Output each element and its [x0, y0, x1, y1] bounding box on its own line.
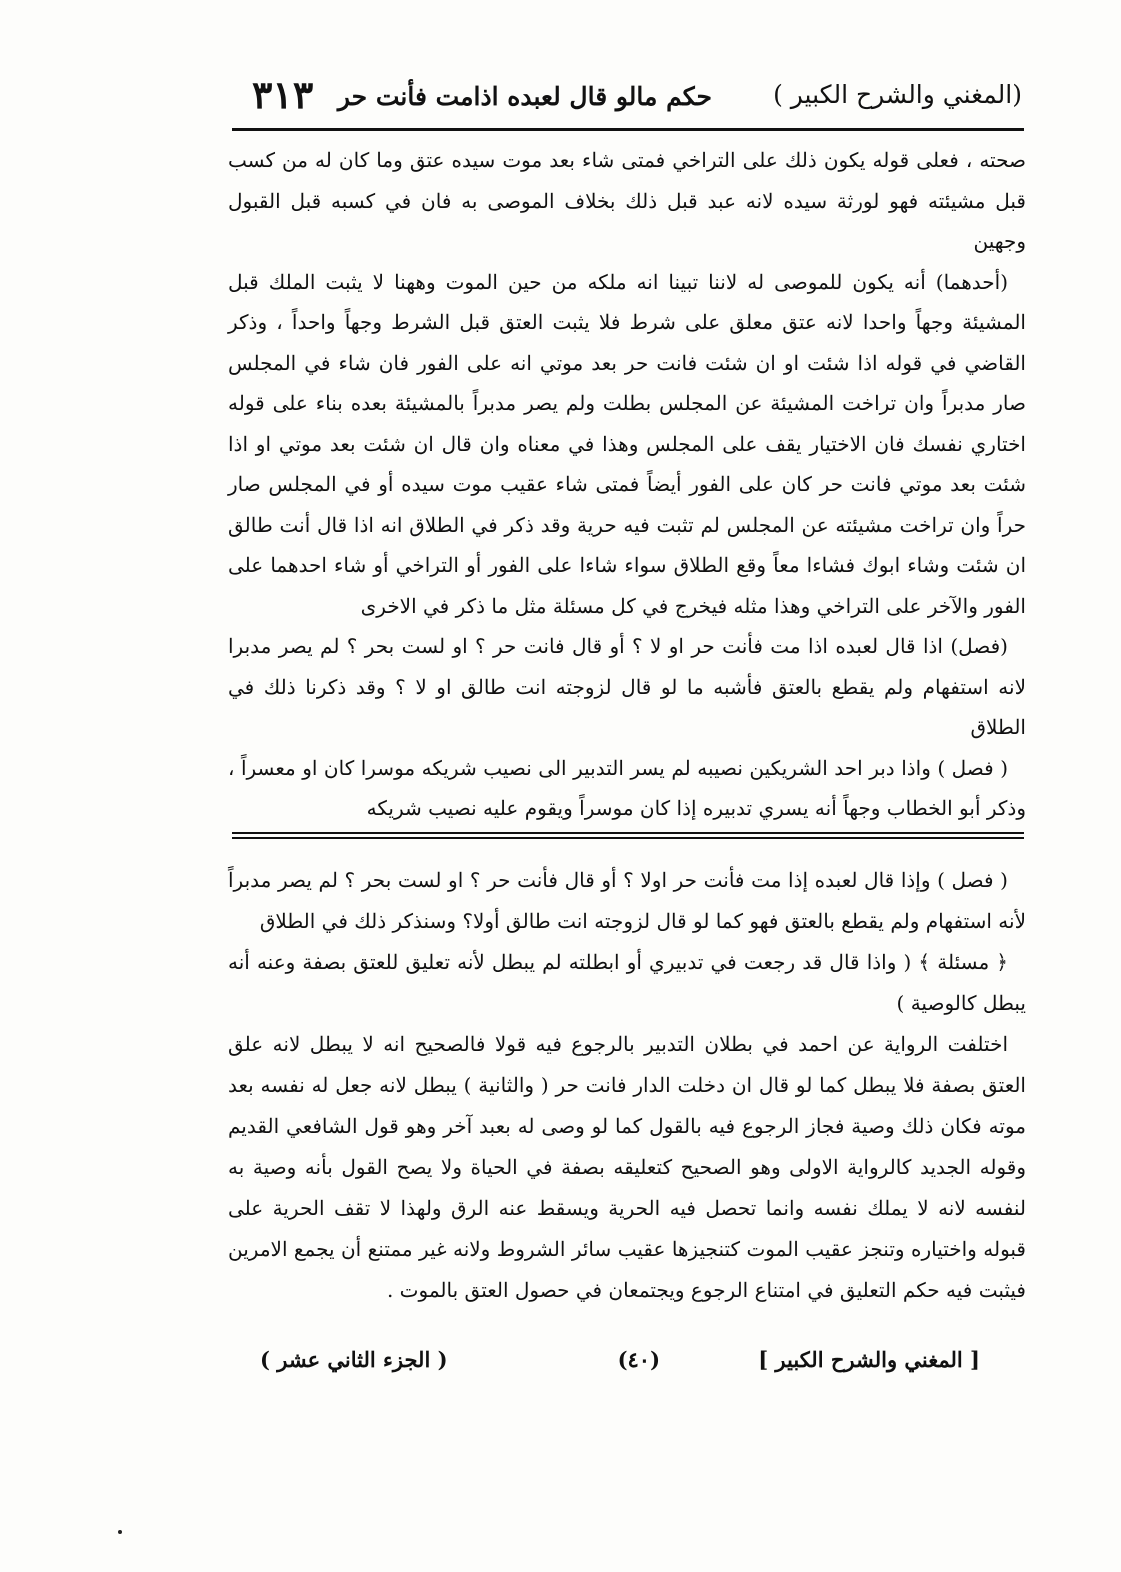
header-rule: [232, 128, 1024, 131]
footer-volume: ( الجزء الثاني عشر ): [260, 1347, 448, 1372]
running-header: [232, 72, 1022, 126]
commentary-text-block: [228, 140, 1026, 829]
scan-speck: [118, 1530, 122, 1534]
paragraph: ﴿ مسئلة ﴾ ( واذا قال قد رجعت في تدبيري أو ابطلته لم يبطل لأنه تعليق للعتق بصفة وعنه أنه يبطل كالوصية ): [228, 950, 1026, 1015]
paragraph: (فصل) اذا قال لعبده اذا مت فأنت حر او لا ؟ أو قال فانت حر ؟ او لست بحر ؟ لم يصر مدبرا لانه استفهام ولم يقطع بالعتق فأشبه ما لو قال لزوجته انت طالق او لا ؟ وقد ذكرنا ذلك في الطلاق: [228, 634, 1026, 739]
section-divider: [232, 832, 1024, 839]
footer-book-title: [ المغني والشرح الكبير ]: [758, 1347, 980, 1372]
sharh-text-block: [228, 860, 1026, 1311]
header-section-title: حكم مالو قال لعبده اذامت فأنت حر: [337, 82, 712, 111]
page-footer: [260, 1347, 980, 1387]
header-book-title: (المغني والشرح الكبير ): [773, 80, 1022, 109]
page-number: ٣١٣: [252, 72, 314, 117]
paragraph: صحته ، فعلى قوله يكون ذلك على التراخي فمتى شاء بعد موت سيده عتق وما كان له من كسب قبل مشيئته فهو لورثة سيده لانه عبد قبل ذلك بخلاف الموصى به فان في كسبه قبل القبول وجهين: [228, 148, 1026, 253]
paragraph: ( فصل ) واذا دبر احد الشريكين نصيبه لم يسر التدبير الى نصيب شريكه موسرا كان او معسراً ، وذكر أبو الخطاب وجهاً أنه يسري تدبيره إذا كان موسراً ويقوم عليه نصيب شريكه: [228, 755, 1026, 820]
paragraph: اختلفت الرواية عن احمد في بطلان التدبير بالرجوع فيه قولا فالصحيح انه لا يبطل لانه علق العتق بصفة فلا يبطل كما لو قال ان دخلت الدار فانت حر ( والثانية ) يبطل لانه جعل له نفسه بعد موته فكان ذلك وصية فجاز الرجوع فيه بالقول كما لو وصى له بعبد آخر وهو قول الشافعي القديم وقوله الجديد كالرواية الاولى وهو الصحيح كتعليقه بصفة في الحياة ولا يصح القول بأنه وصية به لنفسه لانه لا يملك نفسه وانما تحصل فيه الحرية ويسقط عنه الرق ولهذا لا تقف الحرية على قبوله واختياره وتنجز عقيب الموت كتنجيزها عقيب سائر الشروط ولانه غير ممتنع أن يجمع الامرين فيثبت فيه حكم التعليق في امتناع الرجوع ويجتمعان في حصول العتق بالموت .: [228, 1032, 1026, 1302]
paragraph: ( فصل ) وإذا قال لعبده إذا مت فأنت حر اولا ؟ أو قال فأنت حر ؟ او لست بحر ؟ لم يصر مدبراً لأنه استفهام ولم يقطع بالعتق فهو كما لو قال لزوجته انت طالق أولا؟ وسنذكر ذلك في الطلاق: [228, 868, 1026, 933]
footer-signature-number: (٤٠): [617, 1347, 660, 1372]
paragraph: (أحدهما) أنه يكون للموصى له لاننا تبينا انه ملكه من حين الموت وههنا لا يثبت الملك قبل المشيئة وجهاً واحدا لانه عتق معلق على شرط فلا يثبت العتق قبل الشرط وجهاً واحداً ، وذكر القاضي في قوله اذا شئت او ان شئت فانت حر بعد موتي انه على الفور فان شاء في المجلس صار مدبراً وان تراخت المشيئة عن المجلس بطلت ولم يصر مدبراً بالمشيئة بعده بناء على قوله اختاري نفسك فان الاختيار يقف على المجلس وهذا في معناه وان قال ان شئت بعد موتي او اذا شئت بعد موتي فانت حر كان على الفور أيضاً فمتى شاء عقيب موت سيده أو في المجلس صار حراً وان تراخت مشيئته عن المجلس لم تثبت فيه حرية وقد ذكر في الطلاق انه اذا قال أنت طالق ان شئت وشاء ابوك فشاءا معاً وقع الطلاق سواء شاءا على الفور أو التراخي أو شاء احدهما على الفور والآخر على التراخي وهذا مثله فيخرج في كل مسئلة مثل ما ذكر في الاخرى: [228, 269, 1026, 618]
